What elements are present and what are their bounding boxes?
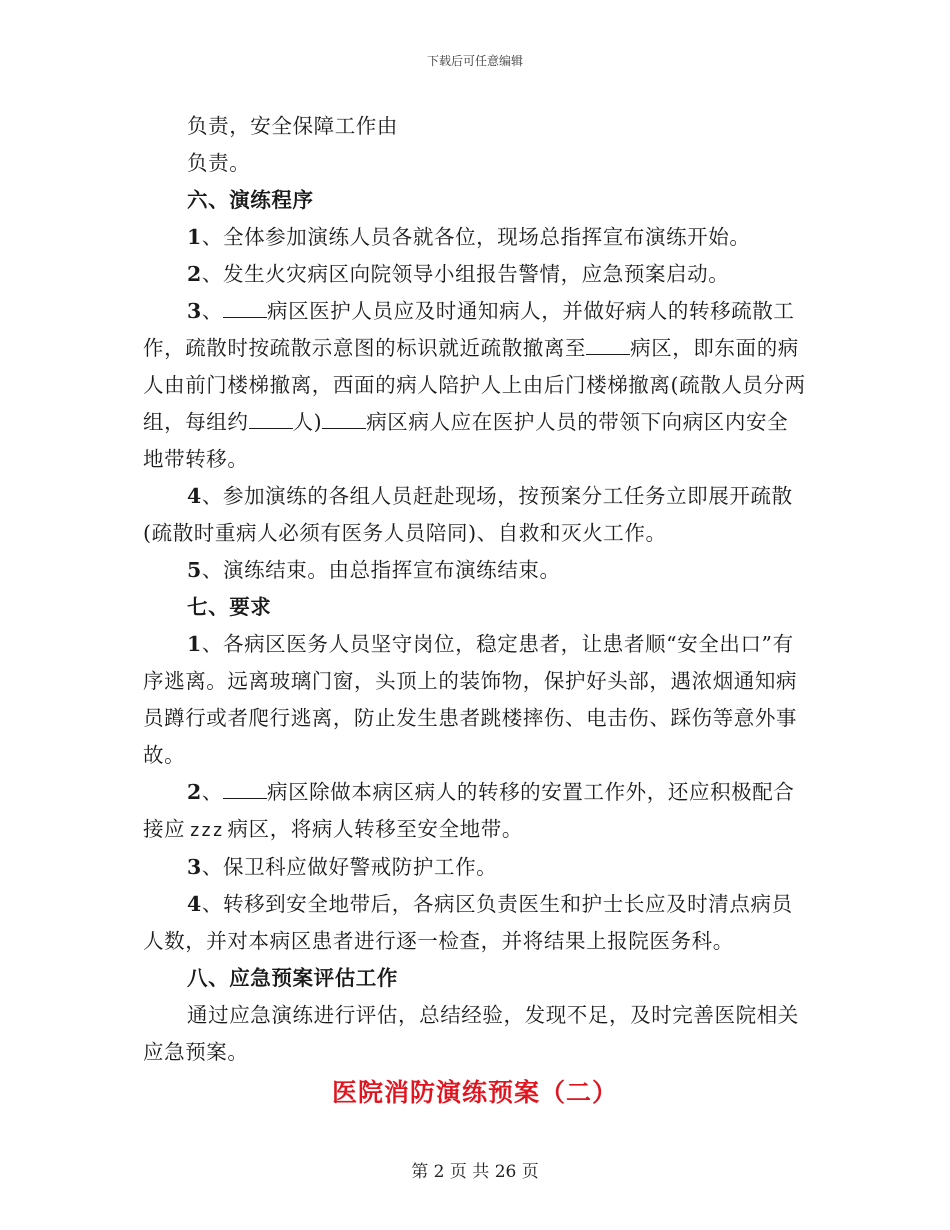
paragraph-responsibility: 负责，安全保障工作由 [187, 114, 398, 138]
page-header: 下载后可任意编辑 [426, 54, 523, 68]
item-number: 2 [187, 262, 202, 286]
fill-blank [249, 410, 293, 429]
procedure-item-4 [143, 478, 807, 552]
item-text: 病区，即东面的病人由前门楼梯撤离，西面的病人陪护人上由后门楼梯撤离(疏散人员分两组，每组约 [143, 336, 806, 434]
fill-blank [586, 336, 630, 355]
item-number: 4 [187, 892, 202, 916]
item-number: 2 [187, 780, 202, 804]
paragraph-responsibility-end: 负责。 [187, 151, 251, 175]
item-text: 、参加演练的各组人员赶赴现场，按预案分工任务立即展开疏散(疏散时重病人必须有医务人员陪同)、自救和灭火工作。 [143, 484, 793, 545]
fill-blank [223, 780, 267, 799]
item-text: 、各病区医务人员坚守岗位，稳定患者，让患者顺“安全出口”有序逃离。远离玻璃门窗，头顶上的装饰物，保护好头部，遇浓烟通知病员蹲行或者爬行逃离，防止发生患者跳楼摔伤、电击伤、踩伤等意外事故。 [143, 632, 798, 767]
item-text: 、发生火灾病区向院领导小组报告警情，应急预案启动。 [201, 262, 730, 286]
item-number: 3 [187, 299, 202, 323]
section-heading-drill-procedure: 六、演练程序 [187, 188, 314, 212]
item-number: 1 [187, 632, 202, 656]
fill-blank [223, 299, 267, 318]
item-text: zzz [189, 820, 224, 841]
item-text: 病区病人应在医护人员的带领下向病区内安全地带转移。 [143, 410, 789, 471]
item-text: 、 [201, 299, 223, 323]
section-heading-evaluation: 八、应急预案评估工作 [187, 966, 398, 990]
item-number: 3 [187, 855, 202, 879]
item-text: 、转移到安全地带后，各病区负责医生和护士长应及时清点病员人数，并对本病区患者进行逐一检查，并将结果上报院医务科。 [143, 892, 793, 953]
procedure-item-1 [143, 219, 807, 256]
requirement-item-2 [143, 774, 807, 849]
procedure-item-5 [143, 552, 807, 589]
requirement-item-1 [143, 626, 807, 774]
requirement-item-4 [143, 886, 807, 960]
next-document-title: 医院消防演练预案（二） [331, 1078, 618, 1107]
item-text: 、保卫科应做好警戒防护工作。 [201, 855, 498, 879]
requirement-item-3 [143, 849, 807, 886]
evaluation-paragraph: 通过应急演练进行评估，总结经验，发现不足，及时完善医院相关应急预案。 [143, 1003, 799, 1064]
item-text: 病区，将病人转移至安全地带。 [227, 817, 523, 841]
item-number: 5 [187, 558, 202, 582]
fill-blank [322, 410, 366, 429]
item-text: 病区医护人员应及时通知病人，并做好病人的转移疏散工作，疏散时按疏散示意图的标识就近疏散撤离至 [143, 299, 795, 360]
item-number: 1 [187, 225, 202, 249]
item-text: 人) [292, 410, 323, 434]
item-number: 4 [187, 484, 202, 508]
page-footer: 第 2 页 共 26 页 [411, 1162, 539, 1182]
section-heading-requirements: 七、要求 [187, 595, 272, 619]
procedure-item-2 [143, 256, 807, 293]
item-text: 、演练结束。由总指挥宣布演练结束。 [201, 558, 561, 582]
document-body [143, 108, 807, 1071]
item-text: 、全体参加演练人员各就各位，现场总指挥宣布演练开始。 [201, 225, 751, 249]
item-text: 、 [201, 780, 223, 804]
procedure-item-3 [143, 293, 807, 478]
item-text: 病区除做本病区病人的转移的安置工作外，还应积极配合接应 [143, 780, 795, 841]
